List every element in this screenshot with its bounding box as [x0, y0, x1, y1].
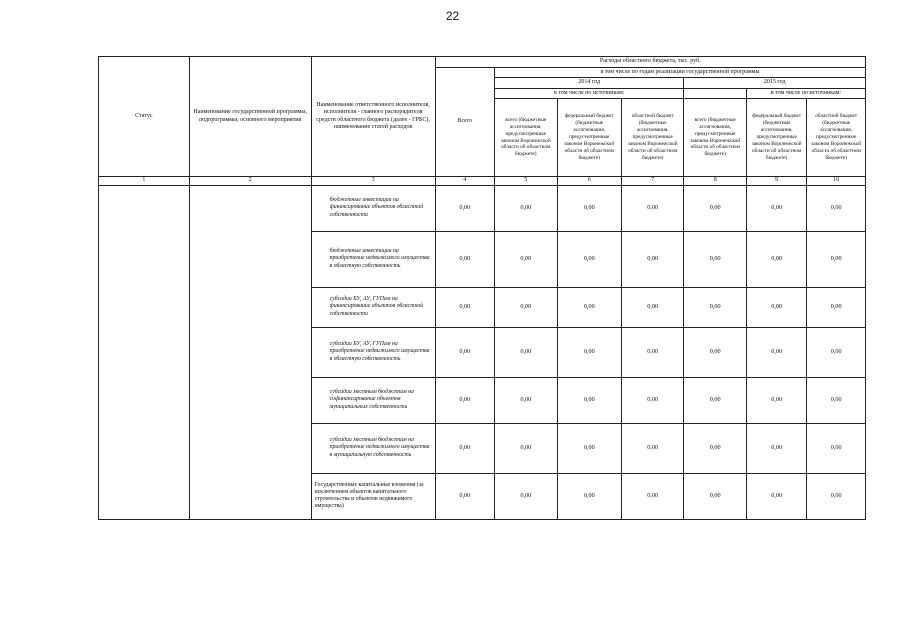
- value-2015-regional: 0,00: [807, 377, 866, 423]
- header-col6: федеральный бюджет (бюджетные ассигнования, предусмотренные законом Воронежской области об областном бюджете): [557, 99, 621, 177]
- value-2015-federal: 0,00: [746, 327, 806, 377]
- expense-item-label: субсидии БУ, АУ, ГУПам на финансирование объектов областной собственности: [311, 287, 435, 327]
- value-2015-all: 0,00: [684, 327, 746, 377]
- value-2015-all: 0,00: [684, 185, 746, 231]
- expense-item-label: Государственные капитальные вложения (за исключением объектов капитального строительства и объектов недвижимого имущества): [311, 473, 435, 519]
- column-number: 9: [746, 177, 806, 186]
- value-2014-federal: 0,00: [557, 423, 621, 473]
- expense-item-label: бюджетные инвестиции на финансирование объектов областной собственности: [311, 185, 435, 231]
- value-2014-regional: 0,00: [621, 231, 683, 287]
- value-2014-regional: 0,00: [621, 327, 683, 377]
- value-2014-federal: 0,00: [557, 231, 621, 287]
- value-total: 0,00: [435, 377, 494, 423]
- table-row: [99, 185, 866, 231]
- value-2015-regional: 0,00: [807, 473, 866, 519]
- page-number: 22: [445, 9, 460, 23]
- value-2014-regional: 0,00: [621, 423, 683, 473]
- header-year-2014: 2014 год: [495, 78, 684, 89]
- header-by-sources-2014: в том числе по источникам:: [495, 88, 684, 99]
- expense-item-label: субсидии БУ, АУ, ГУПам на приобретение недвижимого имущества в областную собственность: [311, 327, 435, 377]
- header-by-sources-2015: в том числе по источникам:: [746, 88, 865, 99]
- value-2014-federal: 0,00: [557, 473, 621, 519]
- value-total: 0,00: [435, 473, 494, 519]
- value-2014-all: 0,00: [495, 423, 557, 473]
- header-status: Статус: [99, 57, 190, 177]
- column-number: 4: [435, 177, 494, 186]
- column-number: 7: [621, 177, 683, 186]
- value-total: 0,00: [435, 423, 494, 473]
- column-number: 6: [557, 177, 621, 186]
- value-2015-all: 0,00: [684, 423, 746, 473]
- header-expenses-title: Расходы областного бюджета, тыс. руб.: [435, 57, 865, 68]
- value-2014-regional: 0,00: [621, 287, 683, 327]
- value-2014-regional: 0,00: [621, 185, 683, 231]
- value-2014-federal: 0,00: [557, 185, 621, 231]
- value-total: 0,00: [435, 185, 494, 231]
- value-2015-federal: 0,00: [746, 423, 806, 473]
- header-col9: федеральный бюджет (бюджетные ассигнования, предусмотренные законом Воронежской области об областном бюджете): [746, 99, 806, 177]
- expense-item-label: бюджетные инвестиции на приобретение недвижимого имущества в областную собственность: [311, 231, 435, 287]
- header-col5: всего (бюджетные ассигнования, предусмотренные законом Воронежской области об областном бюджете): [495, 99, 557, 177]
- value-2014-all: 0,00: [495, 287, 557, 327]
- value-2014-regional: 0,00: [621, 377, 683, 423]
- value-2014-federal: 0,00: [557, 377, 621, 423]
- header-executor-name: Наименование ответственного исполнителя, исполнителя - главного распорядителя средств областного бюджета (далее - ГРБС), наименование статей расходов: [311, 57, 435, 177]
- column-number: 8: [684, 177, 746, 186]
- value-total: 0,00: [435, 327, 494, 377]
- header-year-2015: 2015 год: [684, 78, 866, 89]
- header-total: Всего: [435, 67, 494, 177]
- header-col8: всего (бюджетные ассигнования, предусмотренные законом Воронежской области об областном бюджете): [684, 99, 746, 177]
- status-cell: [99, 185, 190, 519]
- value-2015-regional: 0,00: [807, 185, 866, 231]
- value-2015-all: 0,00: [684, 231, 746, 287]
- expense-item-label: субсидии местным бюджетам на приобретение недвижимого имущества в муниципальную собственность: [311, 423, 435, 473]
- column-number: 3: [311, 177, 435, 186]
- program-name-cell: [189, 185, 311, 519]
- value-2015-federal: 0,00: [746, 231, 806, 287]
- value-2015-all: 0,00: [684, 377, 746, 423]
- value-2014-all: 0,00: [495, 185, 557, 231]
- header-by-years: в том числе по годам реализации государственной программы: [495, 67, 866, 78]
- value-2015-federal: 0,00: [746, 473, 806, 519]
- value-2015-all: 0,00: [684, 473, 746, 519]
- column-number: 2: [189, 177, 311, 186]
- value-2015-regional: 0,00: [807, 231, 866, 287]
- value-2015-regional: 0,00: [807, 287, 866, 327]
- value-2014-regional: 0,00: [621, 473, 683, 519]
- value-2015-regional: 0,00: [807, 423, 866, 473]
- header-col7: областной бюджет (бюджетные ассигнования, предусмотренные законом Воронежской области об областном бюджете): [621, 99, 683, 177]
- value-2014-all: 0,00: [495, 231, 557, 287]
- value-2014-all: 0,00: [495, 473, 557, 519]
- value-2015-federal: 0,00: [746, 287, 806, 327]
- value-2014-all: 0,00: [495, 377, 557, 423]
- value-2015-all: 0,00: [684, 287, 746, 327]
- column-number: 1: [99, 177, 190, 186]
- expense-item-label: субсидии местным бюджетам на софинансирование объектов муниципальных собственность: [311, 377, 435, 423]
- value-2014-all: 0,00: [495, 327, 557, 377]
- value-2015-regional: 0,00: [807, 327, 866, 377]
- value-2014-federal: 0,00: [557, 327, 621, 377]
- value-2014-federal: 0,00: [557, 287, 621, 327]
- column-numbers-row: [99, 177, 866, 186]
- value-2015-federal: 0,00: [746, 185, 806, 231]
- budget-expenses-table: [98, 56, 866, 520]
- column-number: 5: [495, 177, 557, 186]
- value-total: 0,00: [435, 231, 494, 287]
- column-number: 10: [807, 177, 866, 186]
- value-2015-federal: 0,00: [746, 377, 806, 423]
- header-program-name: Наименование государственной программы, подпрограммы, основного мероприятия: [189, 57, 311, 177]
- header-col10: областной бюджет (бюджетные ассигнования, предусмотренные законом Воронежской области об областном бюджете): [807, 99, 866, 177]
- value-total: 0,00: [435, 287, 494, 327]
